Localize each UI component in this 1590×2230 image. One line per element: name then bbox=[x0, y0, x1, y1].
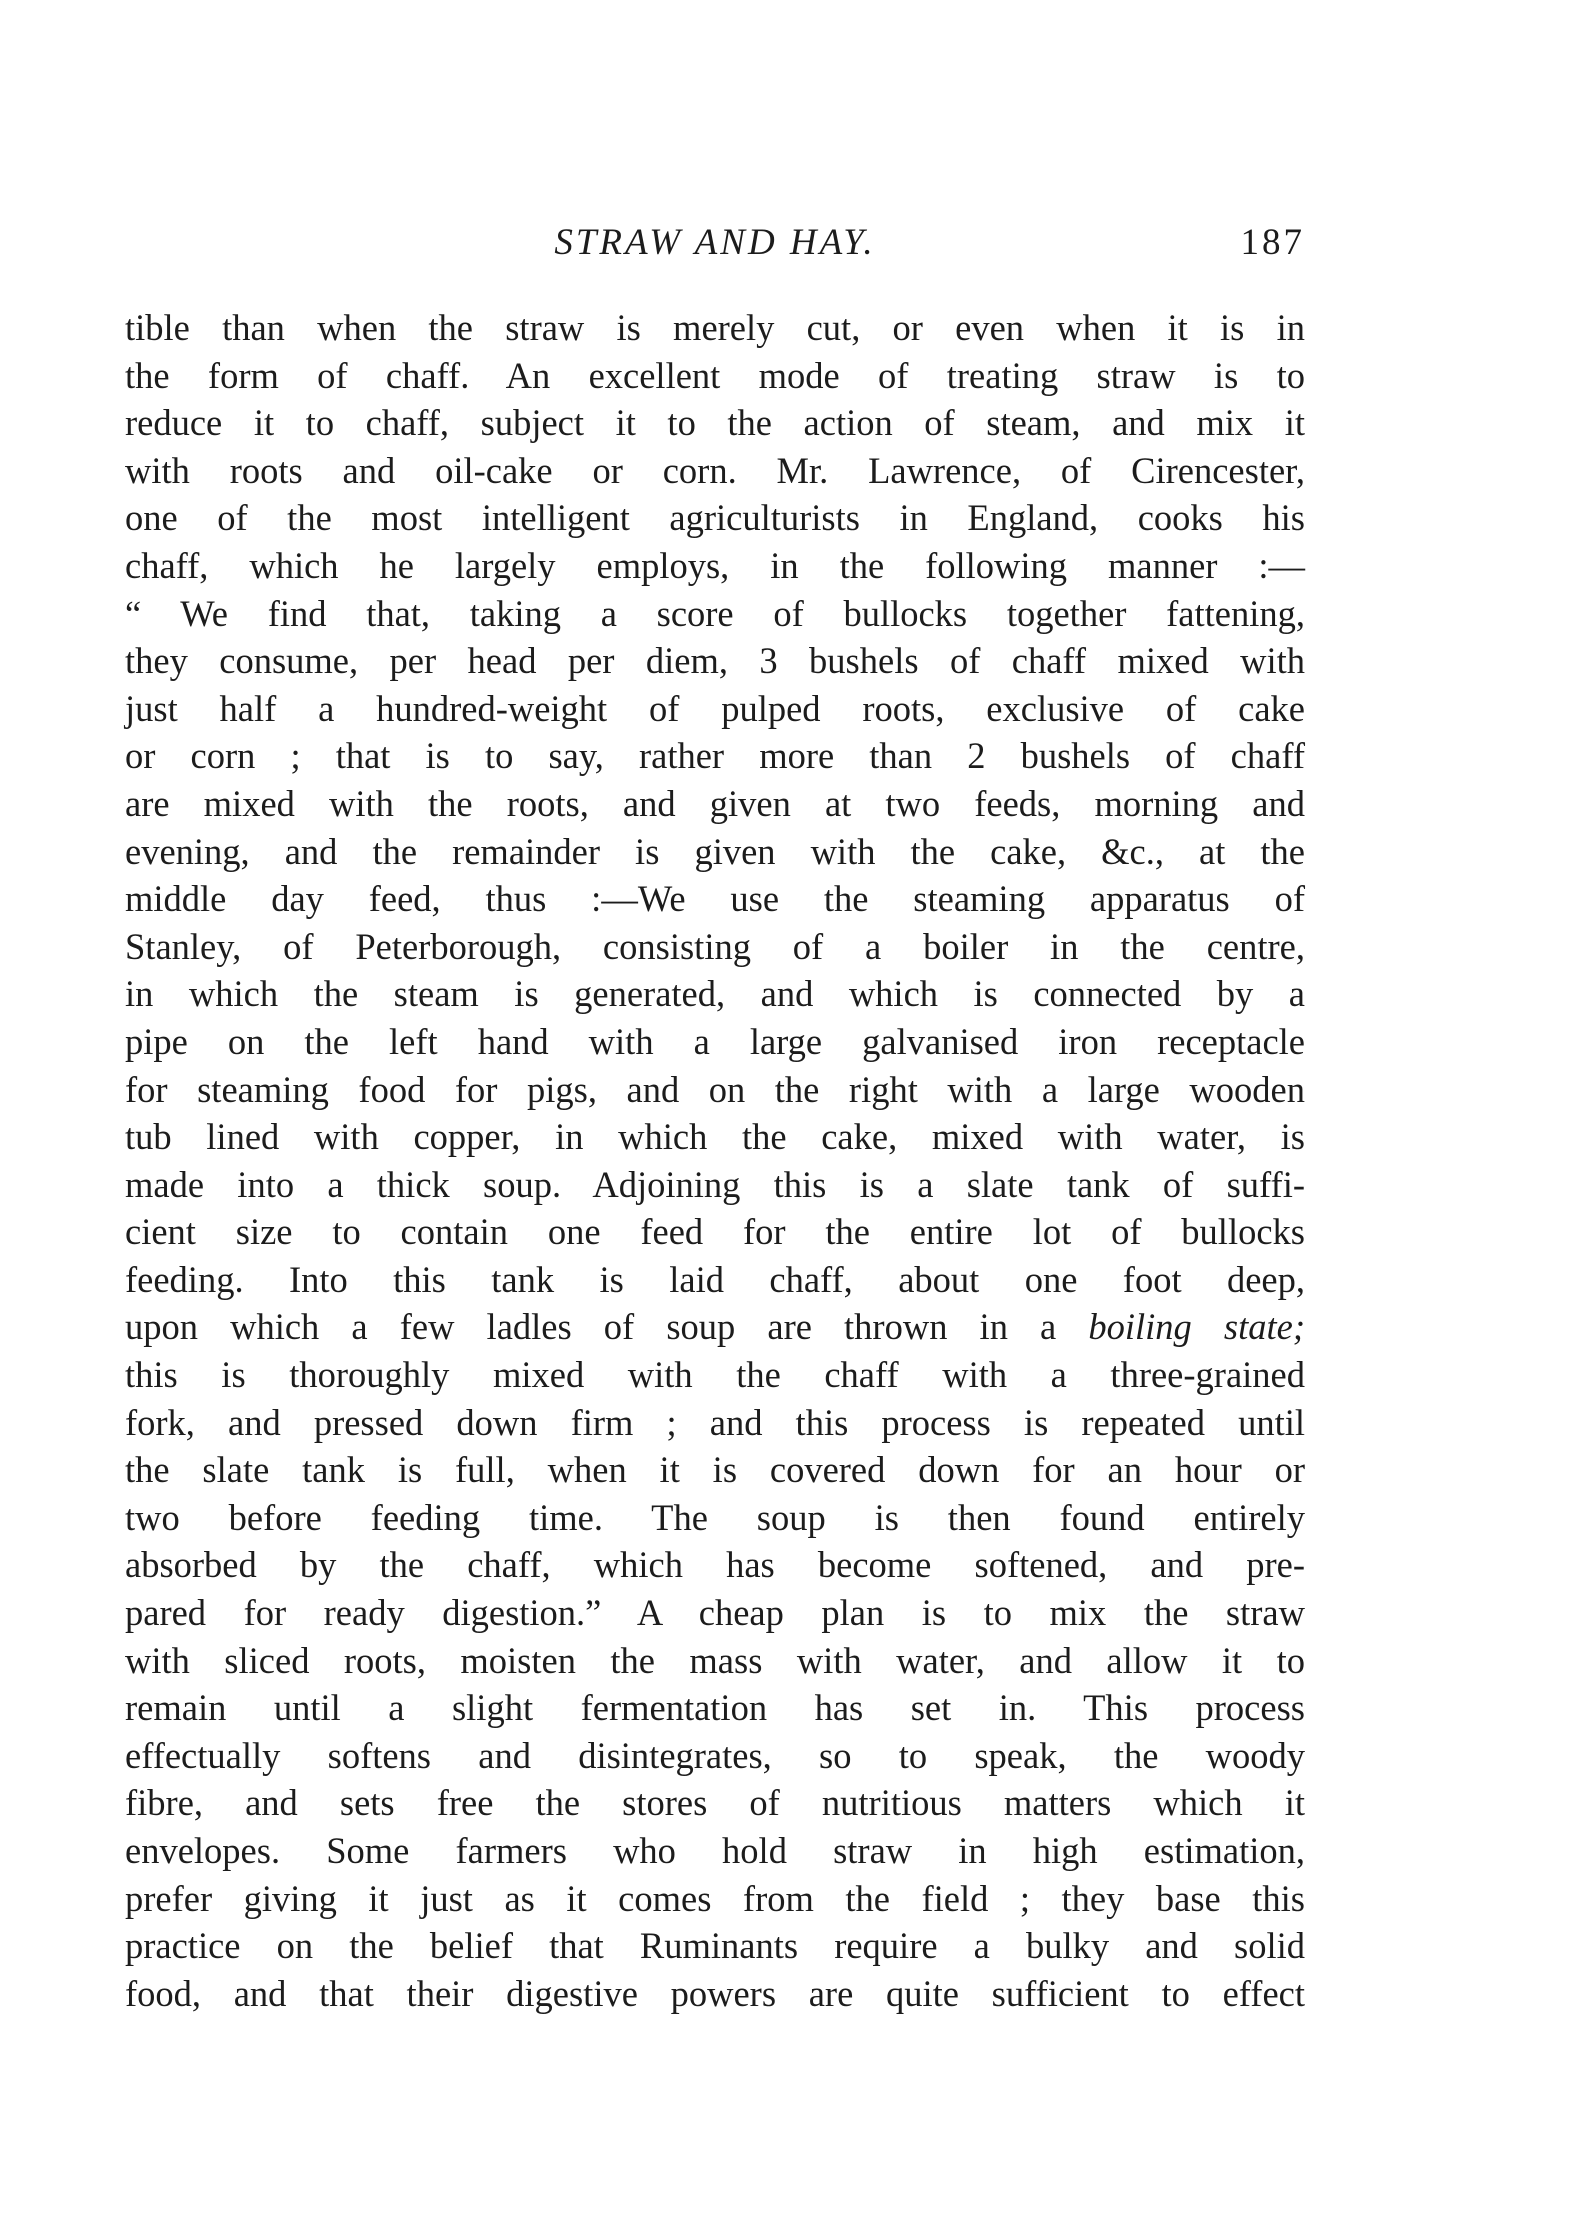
text-line-with-italic bbox=[125, 1303, 1305, 1351]
text-line: evening, and the remainder is given with the cake, &c., at the bbox=[125, 830, 1305, 872]
text-line: the form of chaff. An excellent mode of treating straw is to bbox=[125, 354, 1305, 396]
text-line: made into a thick soup. Adjoining this is a slate tank of suffi- bbox=[125, 1163, 1305, 1205]
text-line: prefer giving it just as it comes from the field ; they base this bbox=[125, 1877, 1305, 1919]
text-line: absorbed by the chaff, which has become softened, and pre- bbox=[125, 1544, 1305, 1586]
text-line: practice on the belief that Ruminants require a bulky and solid bbox=[125, 1925, 1305, 1967]
running-head bbox=[125, 218, 1305, 268]
text-line: two before feeding time. The soup is then found entirely bbox=[125, 1496, 1305, 1538]
text-line: “ We find that, taking a score of bullocks together fattening, bbox=[125, 592, 1305, 634]
text-line: Stanley, of Peterborough, consisting of a boiler in the centre, bbox=[125, 925, 1305, 967]
text-line: in which the steam is generated, and which is connected by a bbox=[125, 973, 1305, 1015]
text-line: with roots and oil-cake or corn. Mr. Lawrence, of Cirencester, bbox=[125, 449, 1305, 491]
text-line: fork, and pressed down firm ; and this process is repeated until bbox=[125, 1401, 1305, 1443]
text-line: for steaming food for pigs, and on the right with a large wooden bbox=[125, 1068, 1305, 1110]
text-line: envelopes. Some farmers who hold straw in high estimation, bbox=[125, 1830, 1305, 1871]
text-line: tible than when the straw is merely cut, or even when it is in bbox=[125, 307, 1305, 348]
text-line: one of the most intelligent agriculturists in England, cooks his bbox=[125, 497, 1305, 539]
text-line: chaff, which he largely employs, in the following manner :— bbox=[125, 544, 1305, 586]
text-line: with sliced roots, moisten the mass with water, and allow it to bbox=[125, 1639, 1305, 1681]
text-line: food, and that their digestive powers are quite sufficient to effect bbox=[125, 1972, 1305, 2014]
text-line: just half a hundred-weight of pulped roots, exclusive of cake bbox=[125, 687, 1305, 729]
text-line: or corn ; that is to say, rather more than 2 bushels of chaff bbox=[125, 735, 1305, 777]
text-line: tub lined with copper, in which the cake, mixed with water, is bbox=[125, 1116, 1305, 1158]
text-line: pared for ready digestion.” A cheap plan is to mix the straw bbox=[125, 1592, 1305, 1634]
text-line: effectually softens and disintegrates, so to speak, the woody bbox=[125, 1734, 1305, 1776]
text-line: fibre, and sets free the stores of nutritious matters which it bbox=[125, 1782, 1305, 1824]
page-number: 187 bbox=[1240, 222, 1305, 263]
text-line: they consume, per head per diem, 3 bushels of chaff mixed with bbox=[125, 640, 1305, 682]
text-line: pipe on the left hand with a large galvanised iron receptacle bbox=[125, 1020, 1305, 1062]
running-title: STRAW AND HAY. bbox=[554, 222, 876, 263]
text-line: remain until a slight fermentation has set in. This process bbox=[125, 1687, 1305, 1729]
text-line: are mixed with the roots, and given at two feeds, morning and bbox=[125, 782, 1305, 824]
text-line: feeding. Into this tank is laid chaff, about one foot deep, bbox=[125, 1258, 1305, 1300]
text-line: cient size to contain one feed for the entire lot of bullocks bbox=[125, 1211, 1305, 1253]
text-segment: upon which a few ladles of soup are thrown in a bbox=[125, 1306, 1057, 1348]
text-line: this is thoroughly mixed with the chaff with a three-grained bbox=[125, 1354, 1305, 1396]
text-line: reduce it to chaff, subject it to the action of steam, and mix it bbox=[125, 402, 1305, 444]
italic-phrase: boiling state; bbox=[1088, 1306, 1305, 1348]
text-line: the slate tank is full, when it is covered down for an hour or bbox=[125, 1449, 1305, 1491]
body-text bbox=[125, 304, 1305, 2017]
text-line: middle day feed, thus :—We use the steaming apparatus of bbox=[125, 878, 1305, 920]
